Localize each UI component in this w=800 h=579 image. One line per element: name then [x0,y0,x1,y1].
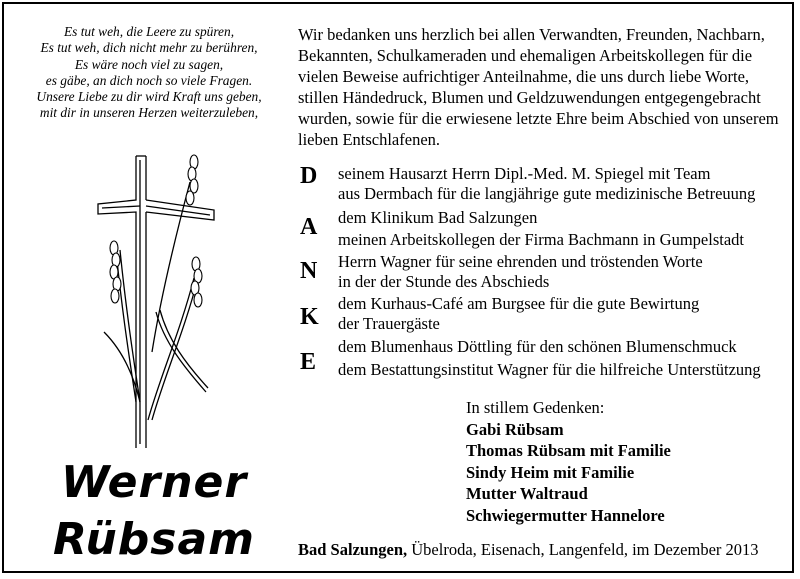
poem-line: es gäbe, an dich noch so viele Fragen. [45,72,253,88]
intro-line: vielen Beweise aufrichtiger Anteilnahme, die uns durch liebe Worte, [298,67,750,86]
mourners-block [466,397,671,526]
danke-letter-a: A [300,214,318,240]
thanks-line: der Trauergäste [338,314,440,333]
intro-line: stillen Händedruck, Blumen und Geldzuwendungen entgegengebracht [298,88,761,107]
thanks-line: dem Klinikum Bad Salzungen [338,208,538,227]
deceased-first-name: Werner [60,457,248,508]
danke-letter-n: N [300,258,318,284]
thanks-line: in der der Stunde des Abschieds [338,272,550,291]
cross-with-wheat-icon [94,152,224,452]
intro-line: Wir bedanken uns herzlich bei allen Verwandten, Freunden, Nachbarn, [298,25,765,44]
thanks-line: dem Kurhaus-Café am Burgsee für die gute Bewirtung [338,294,700,313]
mourner-name: Mutter Waltraud [466,484,588,503]
poem-line: Es tut weh, dich nicht mehr zu berühren, [40,40,258,56]
intro-line: wurden, sowie für die erwiesene letzte Ehre beim Abschied von unserem [298,109,779,128]
intro-line: Bekannten, Schulkameraden und ehemaligen Arbeitskollegen für die [298,46,753,65]
closing-heading: In stillem Gedenken: [466,398,605,417]
thanks-line: Herrn Wagner für seine ehrenden und tröstenden Worte [338,252,703,271]
thanks-line: aus Dermbach für die langjährige gute medizinische Betreuung [338,184,756,203]
thanks-line: meinen Arbeitskollegen der Firma Bachmann in Gumpelstadt [338,230,744,249]
thanks-line: dem Blumenhaus Döttling für den schönen Blumenschmuck [338,337,737,356]
poem-line: Es wäre noch viel zu sagen, [74,56,224,72]
poem-line: Es tut weh, die Leere zu spüren, [63,24,235,39]
place-rest: Übelroda, Eisenach, Langenfeld, im Dezember 2013 [407,540,759,559]
mourner-name: Thomas Rübsam mit Familie [466,441,671,460]
thanks-line: dem Bestattungsinstitut Wagner für die hilfreiche Unterstützung [338,360,761,379]
danke-letter-k: K [300,304,319,330]
danke-letter-d: D [300,163,318,189]
poem [18,24,280,122]
poem-line: mit dir in unseren Herzen weiterzuleben, [39,105,259,121]
place-city: Bad Salzungen, [298,540,408,559]
thanks-line: seinem Hausarzt Herrn Dipl.-Med. M. Spiegel mit Team [338,164,711,183]
place-and-date [298,540,759,560]
danke-letter-e: E [300,349,317,375]
thanks-intro [298,24,782,150]
mourner-name: Sindy Heim mit Familie [466,462,635,482]
mourner-name: Gabi Rübsam [466,419,564,439]
mourner-name: Schwiegermutter Hannelore [466,505,665,525]
obituary-notice [2,2,794,573]
poem-line: Unsere Liebe zu dir wird Kraft uns geben, [36,89,262,105]
deceased-last-name: Rübsam [52,514,256,565]
intro-line: lieben Entschlafenen. [298,130,441,149]
